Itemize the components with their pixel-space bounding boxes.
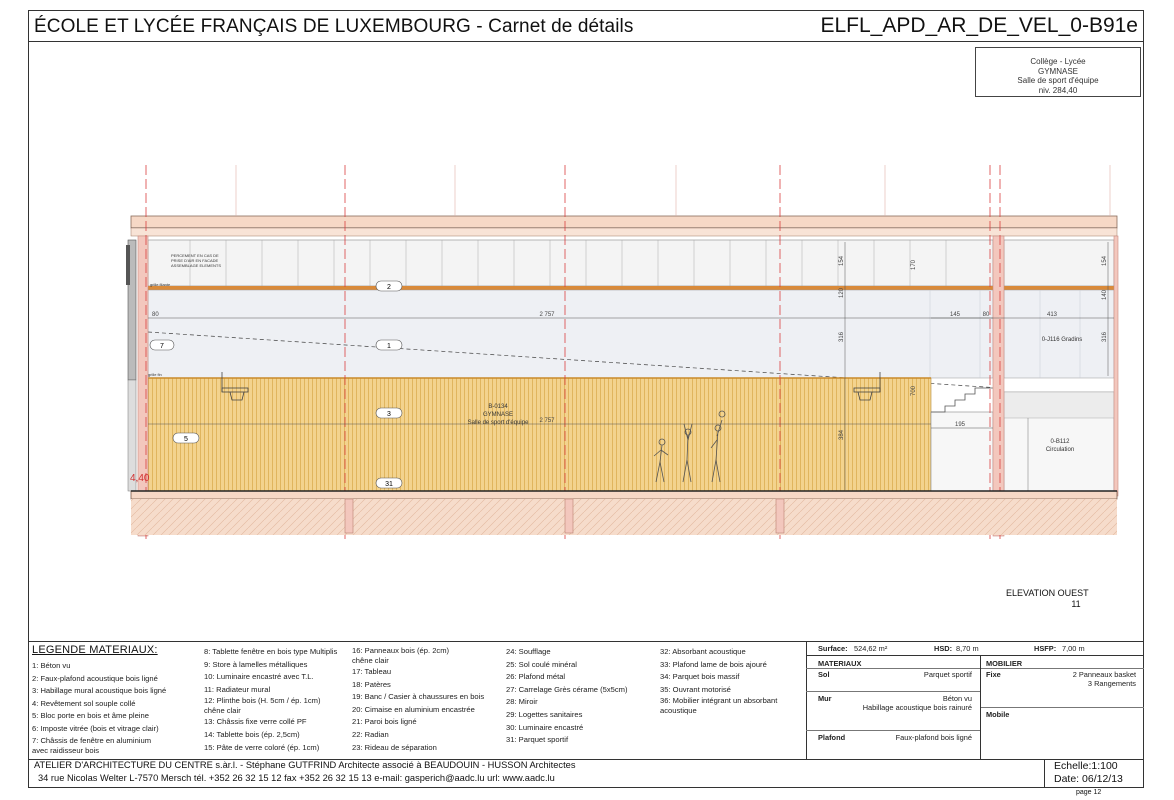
legend-item: 28: Miroir — [506, 697, 538, 707]
hsfp-value: 7,00 m — [1062, 644, 1085, 653]
annotation: ASSEMBLAGE ELEMENTS — [171, 263, 222, 268]
dim-label: 384 — [839, 429, 845, 440]
legend-item: 6: Imposte vitrée (bois et vitrage clair) — [32, 723, 159, 733]
upper-ceiling-zone — [148, 240, 993, 286]
legend-item: 11: Radiateur mural — [204, 684, 271, 694]
room-label: 0-B112 — [1050, 439, 1070, 445]
fixe-value-2: 3 Rangements — [1087, 679, 1136, 688]
legend-item: 35: Ouvrant motorisé — [660, 684, 731, 694]
hsd-value: 8,70 m — [956, 644, 979, 653]
info-line: GYMNASE — [1037, 66, 1078, 76]
info-line: niv. 284,40 — [1038, 85, 1078, 95]
legend-item: 4: Revêtement sol souple collé — [32, 698, 136, 708]
architect-line: ATELIER D'ARCHITECTURE DU CENTRE s.àr.l. - Stéphane GUTFRIND Architecte associé à BEAUDOUIN - HUSSON Architectes — [34, 760, 576, 770]
legend-item: avec raidisseur bois — [32, 745, 100, 755]
sol-value: Parquet sportif — [923, 670, 972, 679]
legend-column-5 — [660, 646, 777, 716]
legend-item: 33: Plafond lame de bois ajouré — [660, 659, 767, 669]
legend-item: 2: Faux-plafond acoustique bois ligné — [32, 673, 158, 683]
legend-item: 25: Sol coulé minéral — [506, 659, 577, 669]
plafond-value: Faux-plafond bois ligné — [895, 733, 972, 742]
elevation-number: 11 — [1071, 599, 1081, 609]
plafond-label: Plafond — [818, 733, 846, 742]
dim-label: 2 757 — [539, 418, 555, 424]
materiaux-title: MATERIAUX — [818, 659, 862, 668]
legend-item: 21: Paroi bois ligné — [352, 717, 417, 727]
room-data-table — [806, 641, 1144, 759]
dim-label: 316 — [1102, 331, 1108, 342]
legend-item: 15: Pâte de verre coloré (ép. 1cm) — [204, 742, 320, 752]
sheet-title: ÉCOLE ET LYCÉE FRANÇAIS DE LUXEMBOURG - Carnet de détails — [34, 16, 634, 37]
tag: 31 — [385, 481, 393, 488]
legend-item: chêne clair — [204, 706, 241, 716]
ground — [131, 499, 1117, 535]
stairs — [931, 388, 993, 412]
floor-slab — [131, 491, 1117, 499]
legend-item: chêne clair — [352, 656, 389, 665]
room-label: 0-J116 Gradins — [1041, 337, 1083, 343]
footer-vdivider — [1044, 759, 1045, 788]
legend-item: 27: Carrelage Grès cérame (5x5cm) — [506, 684, 628, 694]
legend-item: 1: Béton vu — [32, 661, 71, 670]
hsd-label: HSD: — [934, 644, 953, 653]
dim-label: 120 — [839, 287, 845, 298]
tag: 2 — [387, 284, 391, 291]
legend-column-3 — [352, 646, 484, 754]
legend-item: 26: Plafond métal — [506, 672, 566, 682]
dim-label: 154 — [839, 255, 845, 266]
dim-label: 170 — [911, 259, 917, 270]
legend-item: 22: Radian — [352, 729, 389, 739]
date-label: Date: 06/12/13 — [1054, 773, 1123, 785]
fixe-value-1: 2 Panneaux basket — [1072, 670, 1136, 679]
legend-item: 9: Store à lamelles métalliques — [204, 659, 308, 669]
room-label: Circulation — [1045, 447, 1075, 453]
legend-item: 10: Luminaire encastré avec T.L. — [204, 672, 314, 682]
table-divider — [806, 655, 1144, 656]
upper-wall-zone — [148, 290, 993, 378]
annotation: PRISE D'AIR EN FACADE — [171, 258, 219, 263]
mur-label: Mur — [818, 694, 832, 703]
roof-slab — [131, 216, 1117, 228]
legend-item: 29: Logettes sanitaires — [506, 709, 583, 719]
dim-label: 80 — [982, 312, 990, 318]
right-ceiling-zone — [1004, 240, 1114, 286]
room-label: GYMNASE — [482, 412, 514, 418]
legend-item: acoustique — [660, 706, 697, 716]
surface-value: 524,62 m² — [854, 644, 888, 653]
legend-item: 32: Absorbant acoustique — [660, 647, 746, 656]
surface-label: Surface: — [818, 644, 848, 653]
fixe-label: Fixe — [986, 670, 1001, 679]
dim-label: 154 — [1102, 255, 1108, 266]
legend-item: 36: Mobilier intégrant un absorbant — [660, 696, 778, 706]
elevation-name: ELEVATION OUEST — [1006, 588, 1089, 598]
legend-item: 16: Panneaux bois (ép. 2cm) — [352, 646, 450, 655]
drawing-code: ELFL_APD_AR_DE_VEL_0-B91e — [820, 14, 1138, 37]
dim-label: 195 — [954, 422, 966, 428]
table-divider — [806, 730, 980, 731]
page-number: page 12 — [1076, 789, 1102, 796]
table-vdivider — [980, 655, 981, 759]
legend-item: 17: Tableau — [352, 667, 392, 676]
mobile-label: Mobile — [986, 710, 1010, 719]
legend-column-1 — [32, 660, 166, 756]
hsfp-label: HSFP: — [1034, 644, 1057, 653]
legend-item: 34: Parquet bois massif — [660, 672, 740, 682]
legend-item: 19: Banc / Casier à chaussures en bois — [352, 692, 485, 702]
legend-item: 24: Soufflage — [506, 647, 551, 656]
mobilier-title: MOBILIER — [986, 659, 1023, 668]
tag: 5 — [184, 436, 188, 443]
info-line: Collège - Lycée — [1030, 57, 1086, 66]
table-divider — [806, 691, 980, 692]
materials-legend — [28, 641, 807, 759]
mur-value-1: Béton vu — [942, 694, 972, 703]
dim-label: 80 — [152, 312, 159, 318]
legend-title: LEGENDE MATERIAUX: — [32, 644, 158, 656]
legend-item: 7: Châssis de fenêtre en aluminium — [32, 735, 152, 745]
legend-item: 12: Plinthe bois (H. 5cm / ép. 1cm) — [204, 696, 321, 706]
wood-cladding — [148, 378, 931, 491]
sol-label: Sol — [818, 670, 830, 679]
legend-item: 13: Châssis fixe verre collé PF — [204, 717, 307, 727]
level-mark: 4,40 — [130, 473, 150, 484]
legend-item: 8: Tablette fenêtre en bois type Multiplis — [204, 647, 338, 656]
info-line: Salle de sport d'équipe — [1017, 76, 1099, 85]
dim-label: 2 757 — [539, 312, 555, 318]
room-label: Salle de sport d'équipe — [467, 420, 529, 426]
annotation: grille fin — [148, 372, 162, 377]
legend-item: 23: Rideau de séparation — [352, 742, 437, 752]
legend-column-4 — [506, 646, 628, 747]
legend-item: 30: Luminaire encastré — [506, 722, 584, 732]
dim-label: 316 — [839, 331, 845, 342]
dim-label: 140 — [1102, 289, 1108, 300]
dim-label: 145 — [949, 312, 961, 318]
elevation-title — [1006, 588, 1089, 610]
legend-item: 14: Tablette bois (ép. 2,5cm) — [204, 729, 300, 739]
tag: 1 — [387, 343, 391, 350]
table-divider — [806, 668, 1144, 669]
dim-label: 413 — [1046, 312, 1058, 318]
legend-item: 5: Bloc porte en bois et âme pleine — [32, 711, 149, 721]
legend-item: 20: Cimaise en aluminium encastrée — [352, 704, 475, 714]
table-divider — [980, 707, 1144, 708]
dim-label: 700 — [911, 385, 917, 396]
legend-column-2 — [204, 646, 337, 754]
scale-label: Echelle:1:100 — [1054, 760, 1118, 772]
address-line: 34 rue Nicolas Welter L-7570 Mersch tél. +352 26 32 15 12 fax +352 26 32 15 13 e-mail: gasperich@aadc.lu url: www.aadc.lu — [38, 773, 555, 783]
room-label: B-0134 — [488, 404, 508, 410]
tag: 3 — [387, 411, 391, 418]
legend-item: 3: Habillage mural acoustique bois ligné — [32, 686, 167, 696]
mur-value-2: Habillage acoustique bois rainuré — [862, 703, 972, 712]
annotation: grille filante — [150, 282, 171, 287]
legend-item: 31: Parquet sportif — [506, 735, 569, 745]
legend-item: 18: Patères — [352, 679, 391, 689]
annotation: PERCEMENT EN CAS DE — [171, 253, 219, 258]
tag: 7 — [160, 343, 164, 350]
